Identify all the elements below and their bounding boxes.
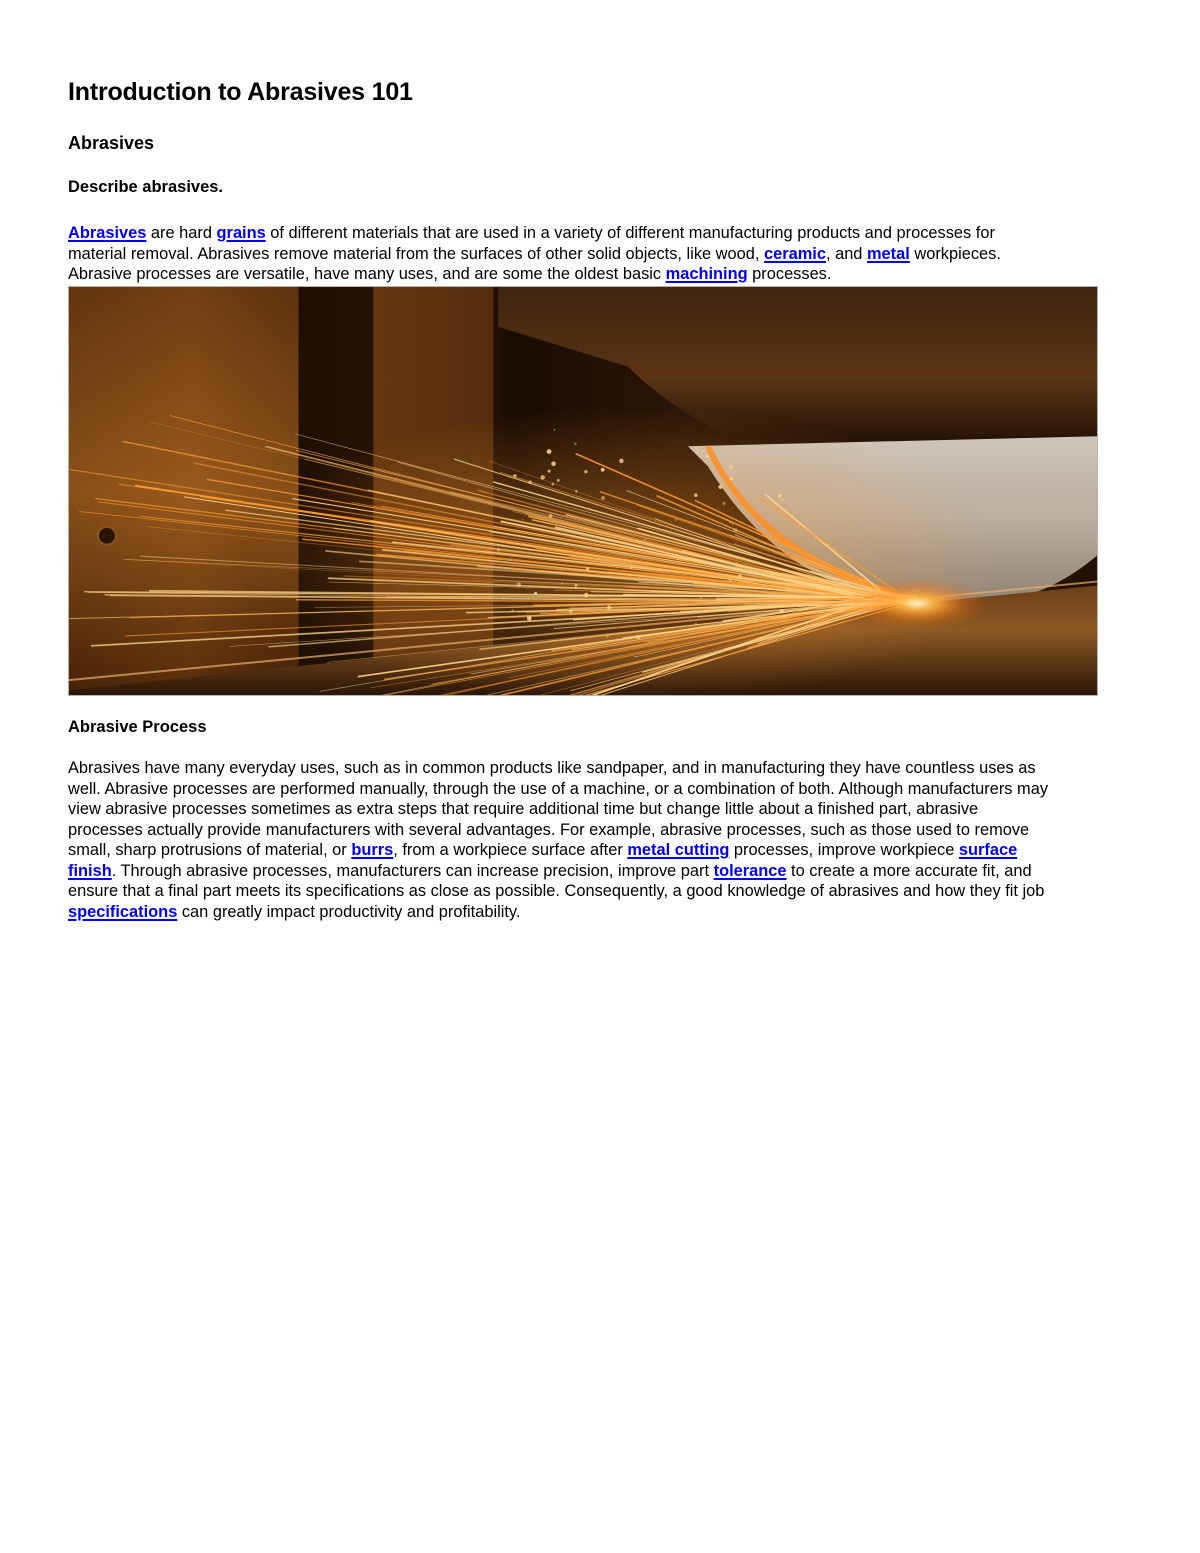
link-abrasives[interactable]: Abrasives (68, 224, 147, 242)
intro-paragraph (68, 223, 1130, 285)
process-line: view abrasive processes sometimes as extra steps that require additional time but change little about a finished part, abrasive (68, 800, 979, 818)
text-run: can greatly impact productivity and profitability. (177, 902, 521, 921)
link-machining[interactable]: machining (665, 265, 748, 283)
text-run: . Through abrasive processes, manufacturers can increase precision, improve part (111, 861, 714, 880)
process-paragraph (68, 758, 1130, 922)
text-run: , from a workpiece surface after (393, 841, 628, 859)
text-run: to create a more accurate fit, and (786, 861, 1032, 880)
intro-line (68, 264, 1130, 285)
spark-particle (575, 490, 578, 493)
spark-particle (528, 480, 532, 484)
process-line: Abrasives have many everyday uses, such as in common products like sandpaper, and in manufacturing they have countless uses as (68, 759, 1036, 777)
spark-particle (711, 583, 713, 585)
spark-particle (586, 567, 589, 570)
spark-particle (738, 574, 742, 578)
process-line: ensure that a final part meets its specifications as close as possible. Consequently, a good knowledge of abrasives and how they fit job (68, 882, 1045, 900)
spark-particle (601, 496, 605, 500)
spark-particle (781, 499, 783, 501)
spark-particle (502, 597, 504, 599)
spark-particle (703, 561, 705, 563)
spark-particle (548, 470, 551, 473)
spark-particle (574, 442, 577, 445)
page-title: Introduction to Abrasives 101 (68, 78, 413, 106)
link-tolerance[interactable]: tolerance (713, 861, 787, 880)
spark-particle (700, 597, 702, 599)
spark-particle (630, 566, 632, 568)
spark-particle (606, 635, 609, 638)
question-heading: Describe abrasives. (68, 178, 224, 196)
process-heading: Abrasive Process (68, 718, 207, 736)
spark-particle (732, 523, 734, 525)
spark-particle (601, 468, 605, 472)
spark-particle (561, 569, 563, 571)
left-pillar (69, 287, 299, 695)
spark-particle (540, 475, 544, 479)
text-run: , and (825, 244, 867, 263)
spark-particle (644, 538, 647, 541)
spark-particle (551, 461, 556, 466)
spark-particle (694, 493, 698, 497)
link-metal[interactable]: metal (866, 244, 910, 263)
link-grains[interactable]: grains (216, 224, 266, 242)
spark-particle (677, 558, 679, 560)
spark-particle (733, 528, 737, 532)
spark-particle (527, 616, 532, 621)
spark-particle (735, 562, 737, 564)
link-ceramic[interactable]: ceramic (763, 244, 826, 263)
spark-particle (511, 609, 514, 612)
link-burrs[interactable]: burrs (351, 841, 394, 859)
spark-particle (722, 502, 726, 506)
spark-particle (636, 635, 640, 639)
link-surface-finish[interactable]: finish (68, 861, 112, 880)
spark-particle (706, 455, 709, 458)
spark-particle (780, 610, 782, 612)
spark-particle (729, 580, 731, 582)
text-run: Abrasive processes are versatile, have many uses, and are some the oldest basic (68, 265, 666, 283)
text-run: are hard (146, 224, 217, 242)
spark-particle (547, 449, 552, 454)
spark-particle (561, 582, 563, 584)
spark-particle (619, 459, 623, 463)
spark-particle (770, 505, 772, 507)
link-metal-cutting[interactable]: metal cutting (627, 841, 730, 859)
text-run: processes, improve workpiece (729, 841, 959, 859)
section-heading-abrasives: Abrasives (68, 133, 155, 153)
spark-particle (522, 519, 524, 521)
spark-particle (584, 593, 589, 598)
spark-particle (778, 494, 782, 498)
process-line: well. Abrasive processes are performed manually, through the use of a machine, or a combination of both. Although manufacturers may (68, 779, 1049, 798)
process-line (68, 902, 1130, 923)
spark-particle (675, 519, 677, 521)
process-line (68, 840, 1130, 861)
process-line: processes actually provide manufacturers with several advantages. For example, abrasive processes, such as those used to remove (68, 820, 1030, 839)
spark-particle (569, 610, 572, 613)
spark-particle (497, 548, 500, 551)
spark-particle (549, 514, 553, 518)
intro-line (68, 223, 1130, 244)
spark-particle (754, 620, 757, 623)
text-run: of different materials that are used in a variety of different manufacturing products and processes for (265, 224, 995, 242)
link-specifications[interactable]: specifications (68, 902, 178, 921)
process-line (68, 861, 1130, 882)
grinding-sparks-photo (68, 286, 1098, 696)
link-surface-finish[interactable]: surface (958, 841, 1018, 859)
spark-particle (517, 583, 521, 587)
spark-particle (513, 474, 517, 478)
text-run: material removal. Abrasives remove material from the surfaces of other solid objects, like wood, (68, 244, 764, 263)
spark-particle (694, 623, 697, 626)
spark-particle (554, 429, 556, 431)
spark-particle (729, 521, 731, 523)
spark-particle (557, 479, 560, 482)
spark-particle (729, 477, 733, 481)
bolt-icon (98, 527, 116, 545)
spark-particle (574, 584, 577, 587)
spark-particle (726, 594, 728, 596)
spark-particle (534, 592, 537, 595)
spark-particle (584, 470, 587, 473)
contact-glow (847, 578, 987, 630)
text-run: small, sharp protrusions of material, or (68, 841, 352, 859)
spark-particle (718, 485, 722, 489)
intro-line (68, 244, 1130, 265)
text-run: workpieces. (909, 244, 1001, 263)
spark-particle (607, 605, 611, 609)
spark-particle (509, 559, 511, 561)
text-run: processes. (747, 265, 832, 283)
spark-particle (729, 465, 734, 470)
spark-particle (552, 483, 555, 486)
